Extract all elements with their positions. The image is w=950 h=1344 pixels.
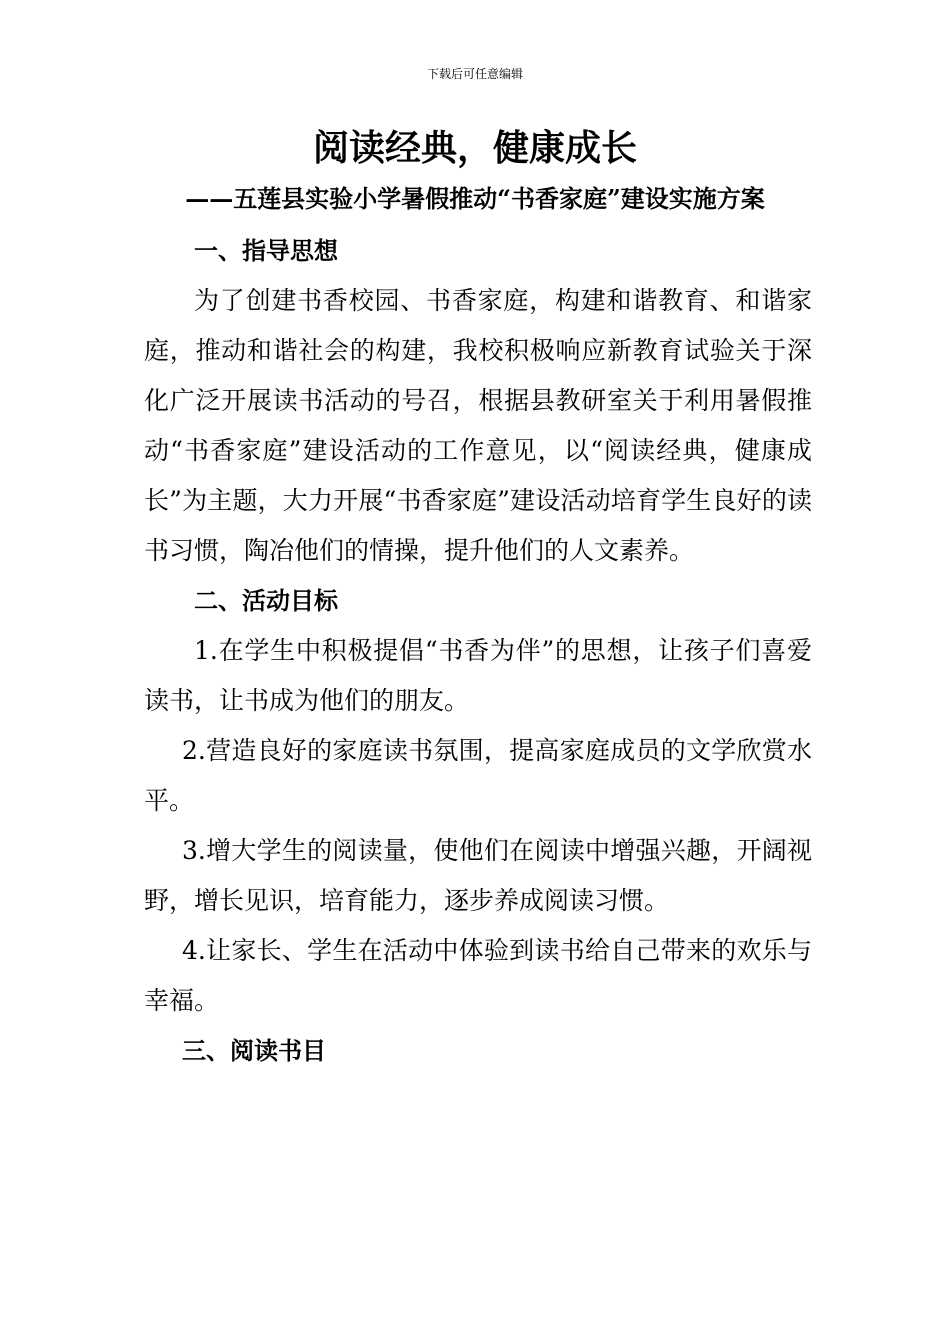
section-heading-activity-goals: 二、活动目标 (194, 587, 338, 615)
document-title: 阅读经典，健康成长 (312, 127, 637, 169)
document-subtitle: ——五莲县实验小学暑假推动“书香家庭”建设实施方案 (185, 184, 765, 213)
section-heading-guiding-ideology: 一、指导思想 (194, 237, 338, 265)
goal-item-2: 2.营造良好的家庭读书氛围，提高家庭成员的文学欣赏水平。 (144, 736, 812, 815)
header-note: 下载后可任意编辑 (426, 67, 523, 81)
guiding-ideology-paragraph: 为了创建书香校园、书香家庭，构建和谐教育、和谐家庭，推动和谐社会的构建，我校积极响应新教育试验关于深化广泛开展读书活动的号召，根据县教研室关于利用暑假推动“书香家庭”建设活动的工作意见，以“阅读经典，健康成长”为主题，大力开展“书香家庭”建设活动培育学生良好的读书习惯，陶冶他们的情操，提升他们的人文素养。 (144, 286, 812, 565)
goal-item-4: 4.让家长、学生在活动中体验到读书给自己带来的欢乐与幸福。 (144, 936, 812, 1015)
goal-item-3: 3.增大学生的阅读量，使他们在阅读中增强兴趣，开阔视野，增长见识，培育能力，逐步养成阅读习惯。 (144, 836, 812, 915)
goal-item-1: 1.在学生中积极提倡“书香为伴”的思想，让孩子们喜爱读书，让书成为他们的朋友。 (144, 636, 812, 715)
section-heading-reading-list: 三、阅读书目 (182, 1037, 326, 1065)
document-body (144, 226, 812, 1076)
